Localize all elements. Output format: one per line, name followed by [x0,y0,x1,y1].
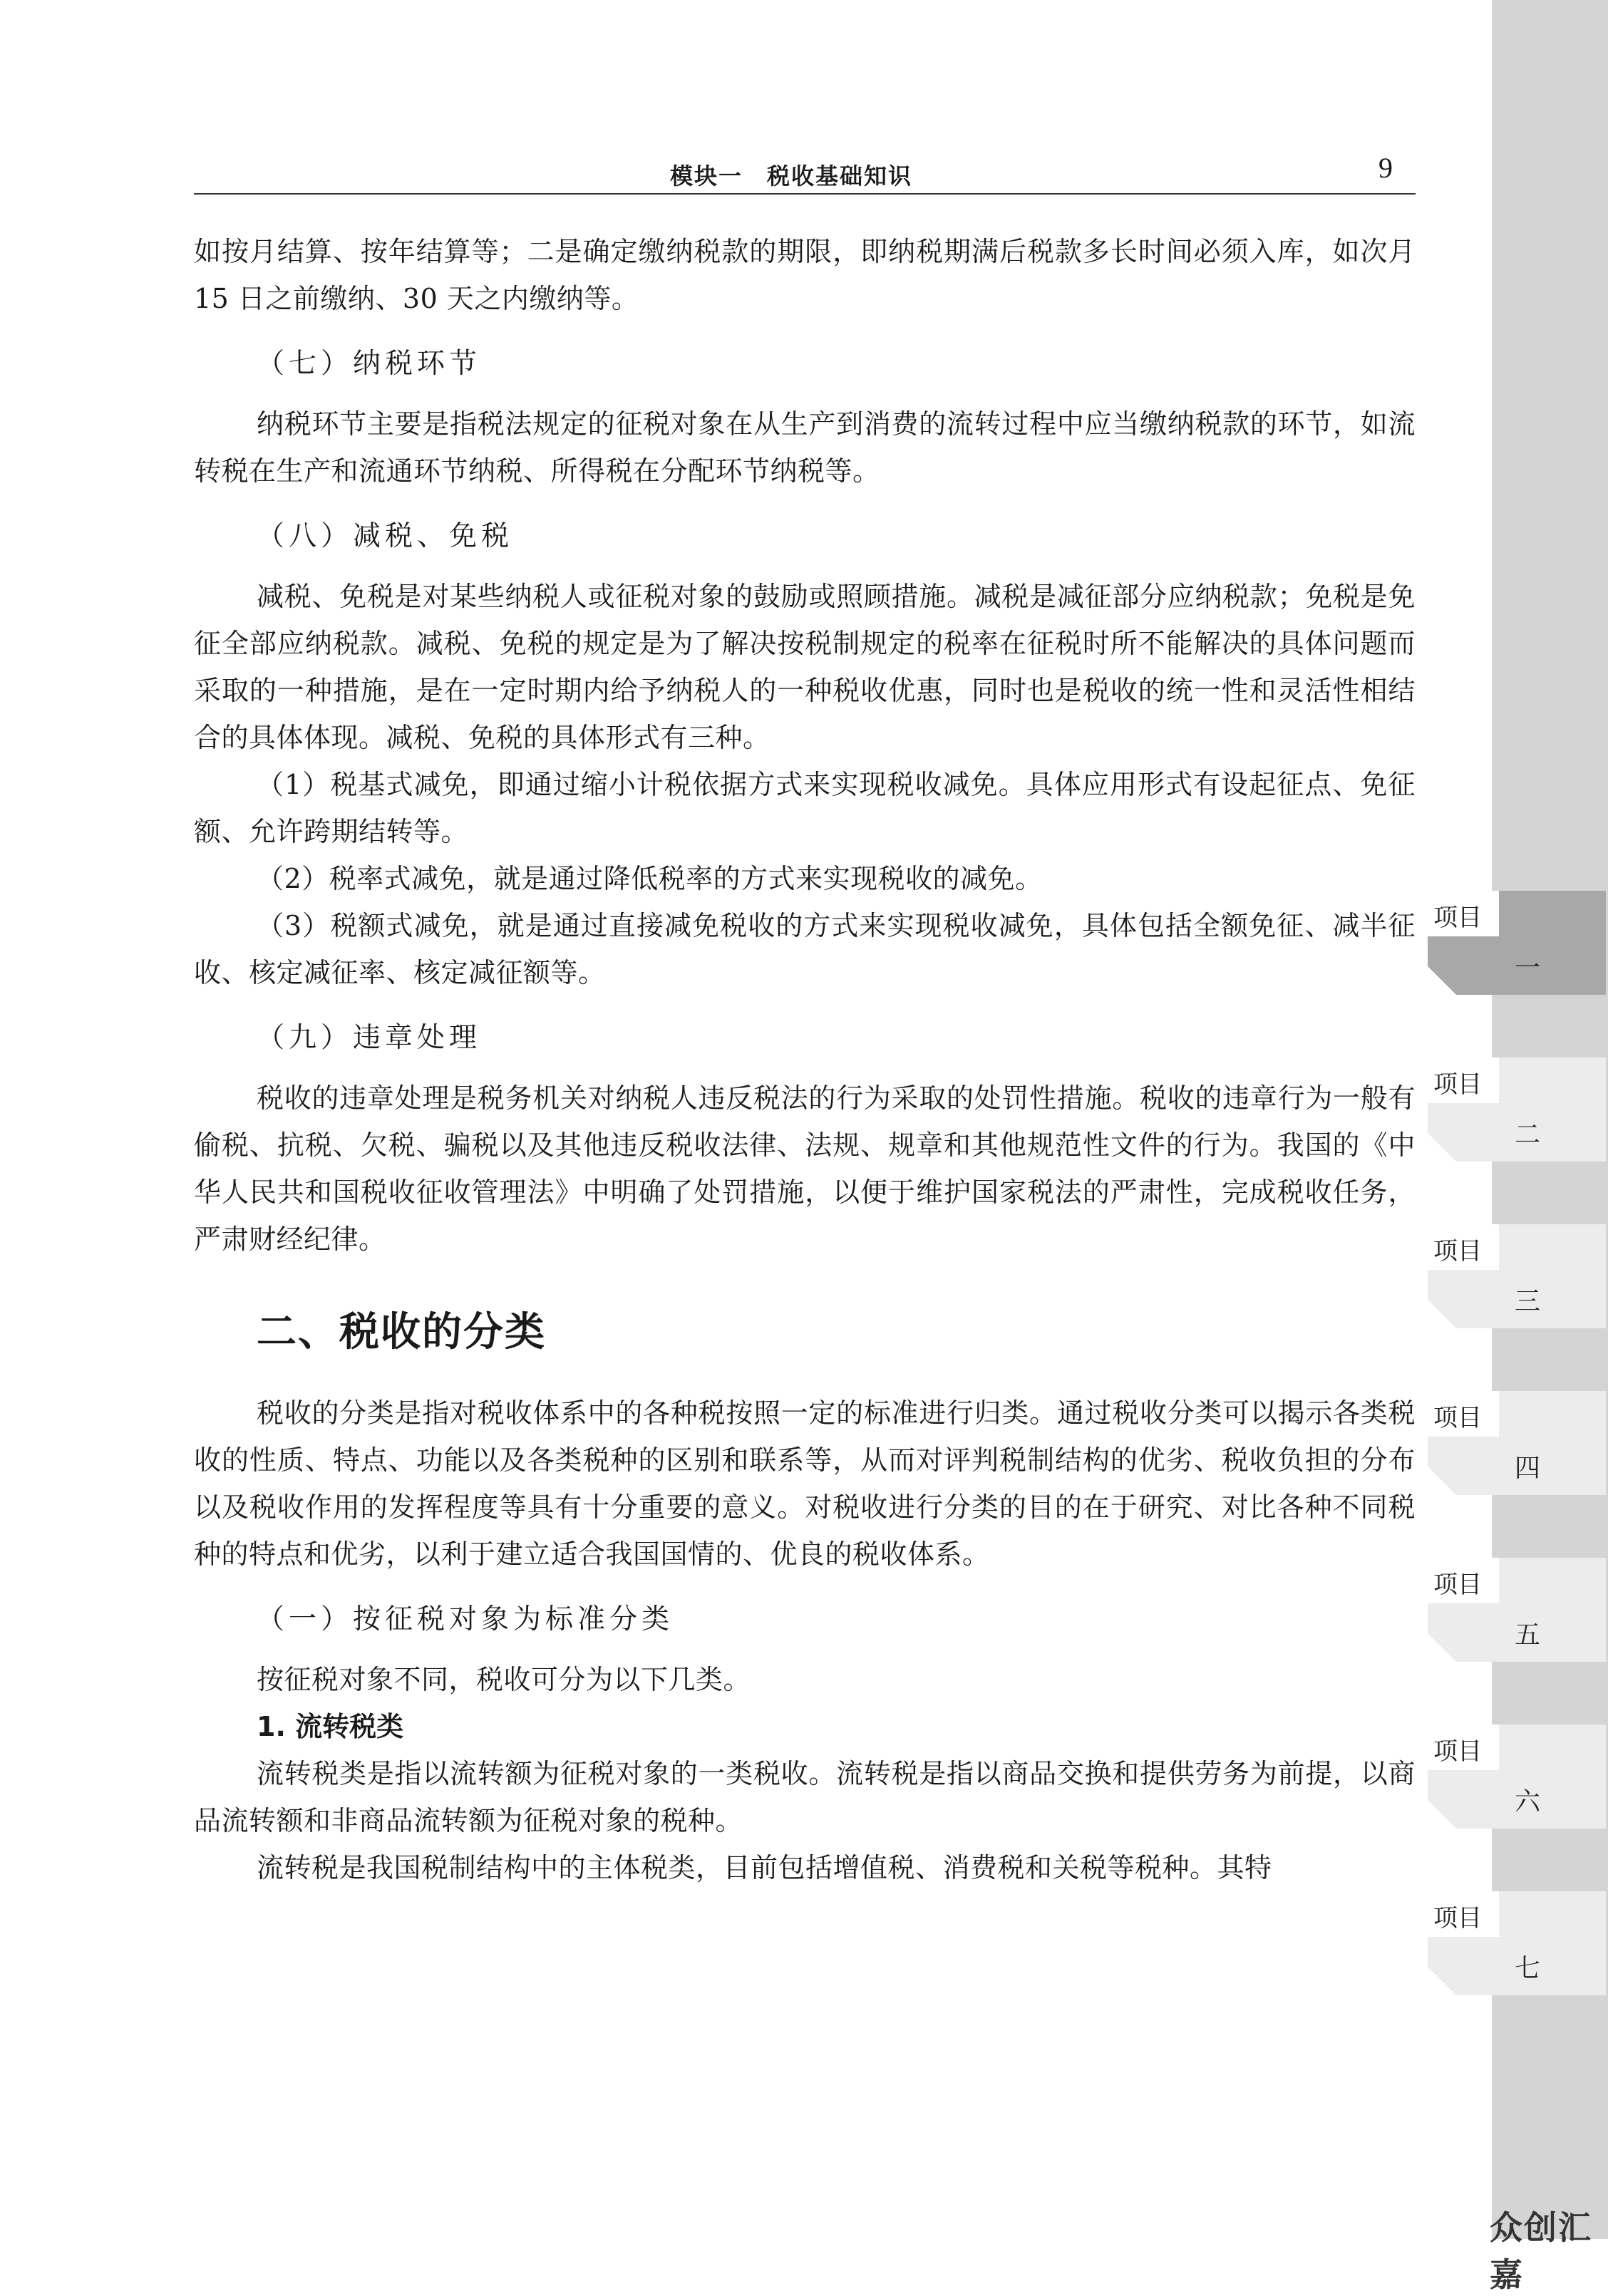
side-tab-project-7[interactable] [1428,1891,1606,1995]
tab-notch [1428,966,1456,995]
header-rule [194,193,1416,195]
side-tab-project-3[interactable] [1428,1224,1606,1328]
paragraph: 税收的分类是指对税收体系中的各种税按照一定的标准进行归类。通过税收分类可以揭示各类税收的性质、特点、功能以及各类税种的区别和联系等，从而对评判税制结构的优劣、税收负担的分布以及税收作用的发挥程度等具有十分重要的意义。对税收进行分类的目的在于研究、对比各种不同税种的特点和优劣，以利于建立适合我国国情的、优良的税收体系。 [194,1397,1416,1570]
list-item: （1）税基式减免，即通过缩小计税依据方式来实现税收减免。具体应用形式有设起征点、免征额、允许跨期结转等。 [194,769,1416,847]
side-tab-project-4[interactable] [1428,1391,1606,1495]
tab-notch [1428,1800,1456,1829]
tab-number: 七 [1514,1954,1540,1983]
side-tab-project-5[interactable] [1428,1558,1606,1662]
tab-number: 五 [1514,1620,1540,1650]
paragraph: 流转税类是指以流转额为征税对象的一类税收。流转税是指以商品交换和提供劳务为前提，以商品流转额和非商品流转额为征税对象的税种。 [194,1758,1416,1836]
tab-label: 项目 [1433,1404,1482,1432]
tab-label: 项目 [1433,1070,1482,1099]
paragraph: 税收的违章处理是税务机关对纳税人违反税法的行为采取的处罚性措施。税收的违章行为一般有偷税、抗税、欠税、骗税以及其他违反税收法律、法规、规章和其他规范性文件的行为。我国的《中华人民共和国税收征收管理法》中明确了处罚措施，以便于维护国家税法的严肃性，完成税收任务，严肃财经纪律。 [194,1082,1416,1255]
paragraph: 减税、免税是对某些纳税人或征税对象的鼓励或照顾措施。减税是减征部分应纳税款；免税是免征全部应纳税款。减税、免税的规定是为了解决按税制规定的税率在征税时所不能解决的具体问题而采取的一种措施，是在一定时期内给予纳税人的一种税收优惠，同时也是税收的统一性和灵活性相结合的具体体现。减税、免税的具体形式有三种。 [194,581,1416,753]
paragraph: 流转税是我国税制结构中的主体税类，目前包括增值税、消费税和关税等税种。其特 [257,1852,1272,1883]
watermark-logo: 众创汇嘉 [1490,2208,1592,2294]
minor-heading: 1. 流转税类 [257,1711,404,1742]
tab-label: 项目 [1433,904,1482,932]
subsection-heading: （九）违章处理 [257,1022,482,1054]
list-item: （3）税额式减免，就是通过直接减免税收的方式来实现税收减免，具体包括全额免征、减半征收、核定减征率、核定减征额等。 [194,910,1416,988]
tab-label: 项目 [1433,1737,1482,1766]
tab-number: 六 [1514,1787,1540,1816]
side-tab-project-2[interactable] [1428,1057,1606,1162]
side-tab-project-6[interactable] [1428,1724,1606,1829]
subsection-heading: （一）按征税对象为标准分类 [257,1603,674,1635]
page-number: 9 [1378,152,1393,184]
list-item: （2）税率式减免，就是通过降低税率的方式来实现税收的减免。 [257,863,1043,894]
paragraph: 如按月结算、按年结算等；二是确定缴纳税款的期限，即纳税期满后税款多长时间必须入库，如次月 15 日之前缴纳、30 天之内缴纳等。 [194,236,1416,314]
tab-label: 项目 [1433,1904,1482,1933]
tab-notch [1428,1133,1456,1162]
tab-number: 四 [1514,1454,1540,1483]
tab-label: 项目 [1433,1237,1482,1266]
paragraph: 按征税对象不同，税收可分为以下几类。 [257,1664,751,1695]
tab-notch [1428,1300,1456,1328]
page-body [194,228,1416,1891]
tab-notch [1428,1633,1456,1662]
section-heading: 二、税收的分类 [257,1309,546,1355]
subsection-heading: （七）纳税环节 [257,348,482,380]
running-head: 模块一 税收基础知识 [670,162,913,190]
tab-label: 项目 [1433,1571,1482,1599]
paragraph: 纳税环节主要是指税法规定的征税对象在从生产到消费的流转过程中应当缴纳税款的环节，如流转税在生产和流通环节纳税、所得税在分配环节纳税等。 [194,408,1416,487]
tab-number: 一 [1514,953,1540,983]
side-tab-project-1[interactable] [1428,891,1606,995]
tab-number: 三 [1514,1287,1540,1316]
tab-number: 二 [1514,1120,1540,1149]
subsection-heading: （八）减税、免税 [257,520,514,552]
tab-notch [1428,1467,1456,1495]
tab-notch [1428,1967,1456,1995]
